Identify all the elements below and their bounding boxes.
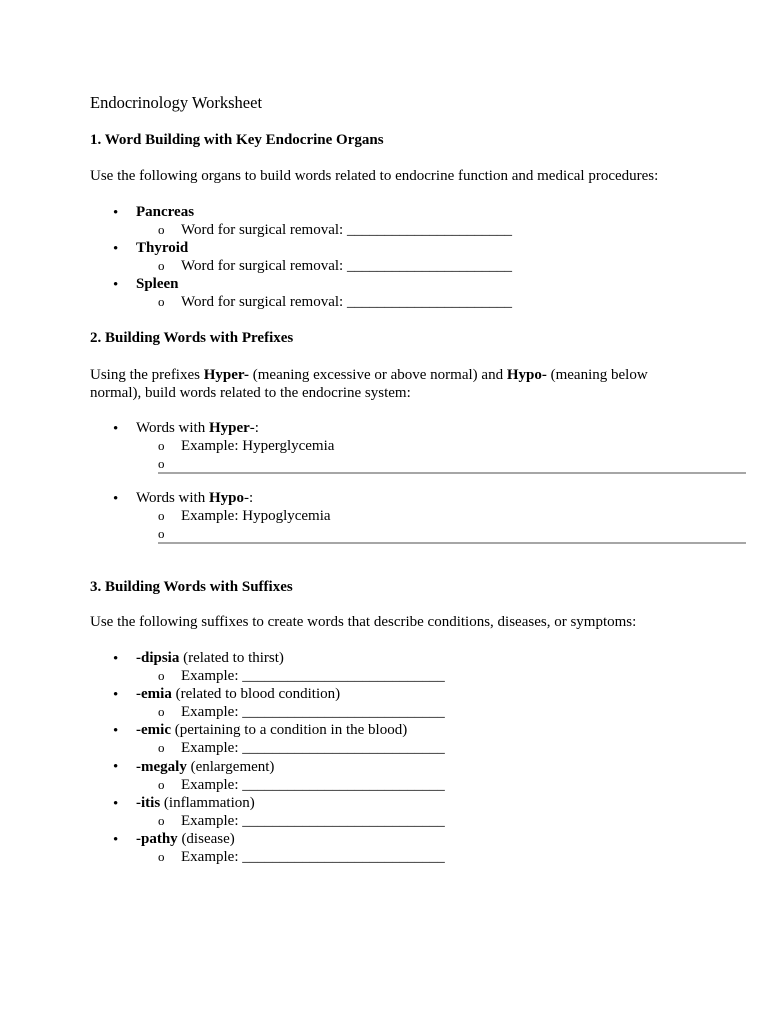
label-text: Words with: [136, 420, 209, 436]
suffix-text: -dipsia: [136, 650, 180, 666]
sub-bullet-icon: o: [158, 704, 165, 719]
suffix-line: [136, 685, 340, 703]
suffix-text: -pathy: [136, 831, 178, 847]
suffix-example: Example: ___________________________: [181, 849, 445, 865]
sub-bullet-icon: o: [158, 294, 165, 309]
organ-name: Spleen: [136, 276, 179, 292]
answer-prompt: Word for surgical removal: ______________________: [181, 222, 512, 238]
suffix-line: [136, 758, 274, 776]
suffix-line: [136, 649, 284, 667]
section-3-intro: Use the following suffixes to create words that describe conditions, diseases, or symptoms:: [90, 614, 637, 630]
suffix-meaning: (disease): [177, 831, 235, 847]
suffix-meaning: (related to thirst): [179, 650, 284, 666]
prefix-text: Hypo: [208, 490, 244, 506]
section-2-heading: 2. Building Words with Prefixes: [90, 330, 294, 346]
intro-text: (meaning excessive or above normal) and: [249, 367, 507, 383]
prefix-text: Hyper: [208, 420, 250, 436]
section-1-intro: Use the following organs to build words related to endocrine function and medical procedures:: [90, 168, 659, 184]
prefix-hyper: Hyper-: [203, 367, 249, 383]
suffix-example: Example: ___________________________: [181, 740, 445, 756]
section-3-heading: 3. Building Words with Suffixes: [90, 579, 293, 595]
suffix-example: Example: ___________________________: [181, 704, 445, 720]
sub-bullet-icon: o: [158, 456, 165, 471]
suffix-line: [136, 794, 255, 812]
answer-prompt: Word for surgical removal: ______________________: [181, 258, 512, 274]
organ-name: Thyroid: [136, 240, 189, 256]
page-title: Endocrinology Worksheet: [90, 93, 263, 112]
sub-bullet-icon: o: [158, 668, 165, 683]
bullet-icon: •: [113, 651, 119, 667]
suffix-meaning: (enlargement): [186, 759, 275, 775]
label-text: -:: [249, 420, 259, 436]
section-2-intro-line-1: [90, 366, 648, 384]
sub-bullet-icon: o: [158, 258, 165, 273]
suffix-example: Example: ___________________________: [181, 813, 445, 829]
bullet-icon: •: [113, 832, 119, 848]
sub-bullet-icon: o: [158, 526, 165, 541]
suffix-meaning: (inflammation): [160, 795, 255, 811]
bullet-icon: •: [113, 796, 119, 812]
bullet-icon: •: [113, 241, 119, 257]
organ-name: Pancreas: [136, 204, 195, 220]
bullet-icon: •: [113, 723, 119, 739]
suffix-example: Example: ___________________________: [181, 777, 445, 793]
suffix-text: -itis: [136, 795, 161, 811]
bullet-icon: •: [113, 277, 119, 293]
bullet-icon: •: [113, 491, 119, 507]
suffix-line: [136, 830, 235, 848]
label-text: Words with: [136, 490, 209, 506]
intro-text: Using the prefixes: [90, 367, 204, 383]
answer-prompt: Word for surgical removal: ______________________: [181, 294, 512, 310]
intro-text: (meaning below: [546, 367, 648, 383]
suffix-text: -emic: [136, 722, 171, 738]
bullet-icon: •: [113, 421, 119, 437]
bullet-icon: •: [113, 759, 119, 775]
label-text: -:: [243, 490, 254, 506]
prefix-hypo: Hypo-: [506, 367, 547, 383]
sub-bullet-icon: o: [158, 222, 165, 237]
suffix-example: Example: ___________________________: [181, 668, 445, 684]
section-2-intro-line-2: normal), build words related to the endocrine system:: [90, 385, 411, 401]
sub-bullet-icon: o: [158, 740, 165, 755]
suffix-meaning: (pertaining to a condition in the blood): [170, 722, 408, 738]
prefix-example: Example: Hypoglycemia: [181, 508, 331, 524]
suffix-text: -megaly: [136, 759, 187, 775]
suffix-line: [136, 721, 407, 739]
prefix-group-label: [136, 419, 259, 437]
sub-bullet-icon: o: [158, 813, 165, 828]
suffix-text: -emia: [136, 686, 172, 702]
sub-bullet-icon: o: [158, 508, 165, 523]
bullet-icon: •: [113, 205, 119, 221]
bullet-icon: •: [113, 687, 119, 703]
answer-line: [158, 542, 746, 544]
prefix-example: Example: Hyperglycemia: [181, 438, 335, 454]
sub-bullet-icon: o: [158, 849, 165, 864]
sub-bullet-icon: o: [158, 777, 165, 792]
suffix-meaning: (related to blood condition): [171, 686, 341, 702]
sub-bullet-icon: o: [158, 438, 165, 453]
answer-line: [158, 472, 746, 474]
section-1-heading: 1. Word Building with Key Endocrine Organs: [90, 132, 384, 148]
prefix-group-label: [136, 489, 253, 507]
